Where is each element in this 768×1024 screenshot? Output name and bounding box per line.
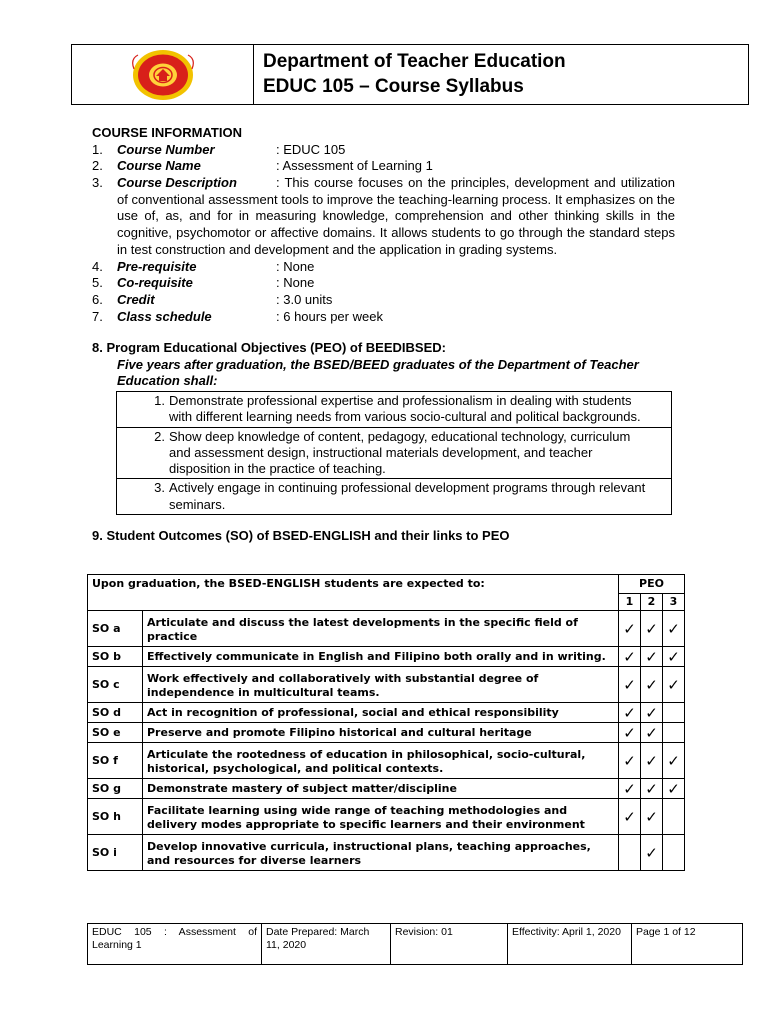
item-number: 2.: [92, 158, 103, 174]
item-value: : Assessment of Learning 1: [276, 158, 433, 174]
so-description: Articulate the rootedness of education in philosophical, socio-cultural, historical, psychological, and political contexts.: [143, 743, 619, 779]
peo-number: 3.: [154, 480, 165, 496]
prerequisite-row: [92, 259, 675, 276]
table-row: [88, 667, 685, 703]
table-row: [88, 799, 685, 835]
so-description: Develop innovative curricula, instructional plans, teaching approaches, and resources for diverse learners: [143, 835, 619, 871]
peo-section-heading: [92, 340, 675, 390]
corequisite-row: [92, 275, 675, 292]
peo-cell: [117, 479, 672, 515]
check-icon: ✓: [619, 743, 641, 779]
document-header: [71, 44, 749, 105]
table-row: [117, 427, 672, 479]
footer-page: Page 1 of 12: [632, 924, 743, 965]
footer-date-prepared: Date Prepared: March 11, 2020: [262, 924, 391, 965]
course-name-row: [92, 158, 675, 175]
so-code: SO c: [88, 667, 143, 703]
item-label: Course Description: [117, 175, 237, 191]
footer-course: EDUC 105 : Assessment of Learning 1: [88, 924, 262, 965]
check-icon: ✓: [619, 779, 641, 799]
check-icon: ✓: [641, 799, 663, 835]
peo-number-header: 1: [619, 594, 641, 611]
empty-check-cell: [663, 703, 685, 723]
item-label: Course Number: [117, 141, 215, 157]
check-icon: ✓: [663, 667, 685, 703]
so-description: Preserve and promote Filipino historical and cultural heritage: [143, 723, 619, 743]
so-code: SO e: [88, 723, 143, 743]
check-icon: ✓: [663, 779, 685, 799]
syllabus-title: EDUC 105 – Course Syllabus: [263, 76, 524, 97]
check-icon: ✓: [641, 647, 663, 667]
footer-revision: Revision: 01: [391, 924, 508, 965]
so-code: SO h: [88, 799, 143, 835]
item-value: : 6 hours per week: [276, 308, 383, 324]
peo-number: 2.: [154, 428, 165, 444]
peo-cell: [117, 427, 672, 479]
check-icon: ✓: [619, 647, 641, 667]
item-value: : None: [276, 258, 315, 274]
table-row: [88, 835, 685, 871]
check-icon: ✓: [663, 647, 685, 667]
course-information-heading: COURSE INFORMATION: [92, 125, 242, 140]
course-description-row: [92, 175, 675, 259]
so-description: Articulate and discuss the latest developments in the specific field of practice: [143, 611, 619, 647]
document-footer: [87, 923, 743, 965]
check-icon: ✓: [641, 743, 663, 779]
item-value: : None: [276, 275, 315, 291]
footer-effectivity: Effectivity: April 1, 2020: [508, 924, 632, 965]
item-number: 3.: [92, 175, 103, 191]
item-number: 4.: [92, 258, 103, 274]
check-icon: ✓: [619, 611, 641, 647]
so-heading: 9. Student Outcomes (SO) of BSED-ENGLISH and their links to PEO: [92, 528, 510, 543]
so-code: SO b: [88, 647, 143, 667]
so-description: Act in recognition of professional, social and ethical responsibility: [143, 703, 619, 723]
table-row: [117, 392, 672, 428]
credit-row: [92, 292, 675, 309]
so-table-header: Upon graduation, the BSED-ENGLISH students are expected to:: [88, 575, 619, 611]
item-label: Pre-requisite: [117, 258, 197, 274]
check-icon: ✓: [663, 743, 685, 779]
table-row: [88, 723, 685, 743]
item-label: Class schedule: [117, 308, 212, 324]
item-number: 7.: [92, 308, 103, 324]
course-information: [92, 125, 675, 325]
table-row: [88, 647, 685, 667]
peo-number-header: 2: [641, 594, 663, 611]
table-row: [88, 703, 685, 723]
peo-text: Actively engage in continuing professional development programs through relevant seminars.: [169, 480, 646, 512]
peo-column-label: PEO: [619, 575, 685, 594]
item-number: 1.: [92, 141, 103, 157]
department-title: Department of Teacher Education: [263, 51, 566, 72]
item-number: 6.: [92, 291, 103, 307]
check-icon: ✓: [619, 667, 641, 703]
check-icon: ✓: [641, 667, 663, 703]
so-description: Effectively communicate in English and Filipino both orally and in writing.: [143, 647, 619, 667]
so-code: SO i: [88, 835, 143, 871]
table-header-row: [88, 575, 685, 594]
class-schedule-row: [92, 309, 675, 326]
course-description-text: : This course focuses on the principles, development and utilization of conventional assessment tools to improve the teaching-learning process. It emphasizes on the use of, as, and for in measuring knowledge, comprehension and other thinking skills in the cognitive, psychomotor or affective domains. It allows students to go through the standard steps in test construction and development and the application in grading systems.: [117, 175, 675, 257]
so-code: SO g: [88, 779, 143, 799]
so-table: [87, 574, 685, 871]
table-row: [88, 611, 685, 647]
item-value: : EDUC 105: [276, 141, 346, 157]
so-table-body: [88, 611, 685, 871]
peo-text: Demonstrate professional expertise and professionalism in dealing with students with different learning needs from various socio-cultural and political backgrounds.: [169, 393, 641, 425]
so-code: SO a: [88, 611, 143, 647]
check-icon: ✓: [641, 835, 663, 871]
table-row: [88, 779, 685, 799]
item-number: 5.: [92, 275, 103, 291]
so-description: Work effectively and collaboratively with substantial degree of independence in multicultural teams.: [143, 667, 619, 703]
empty-check-cell: [619, 835, 641, 871]
empty-check-cell: [663, 835, 685, 871]
check-icon: ✓: [663, 611, 685, 647]
so-description: Facilitate learning using wide range of teaching methodologies and delivery modes appropriate to specific learners and their environment: [143, 799, 619, 835]
table-row: [117, 479, 672, 515]
empty-check-cell: [663, 723, 685, 743]
peo-subheading: Five years after graduation, the BSED/BEED graduates of the Department of Teacher Education shall:: [117, 356, 639, 389]
check-icon: ✓: [619, 703, 641, 723]
peo-number-header: 3: [663, 594, 685, 611]
item-label: Credit: [117, 291, 155, 307]
peo-number: 1.: [154, 393, 165, 408]
item-label: Co-requisite: [117, 275, 193, 291]
peo-text: Show deep knowledge of content, pedagogy, educational technology, curriculum and assessment design, instructional materials development, and teacher disposition in the practice of teaching.: [169, 428, 631, 477]
peo-heading: 8. Program Educational Objectives (PEO) of BEEDIBSED:: [92, 340, 446, 355]
so-code: SO f: [88, 743, 143, 779]
table-row: [88, 924, 743, 965]
check-icon: ✓: [619, 723, 641, 743]
header-titles: [263, 45, 566, 99]
check-icon: ✓: [641, 723, 663, 743]
peo-table: [116, 391, 672, 515]
item-label: Course Name: [117, 158, 201, 174]
logo-cell: [72, 45, 254, 104]
college-seal-icon: [132, 49, 194, 101]
check-icon: ✓: [619, 799, 641, 835]
empty-check-cell: [663, 799, 685, 835]
table-row: [88, 743, 685, 779]
peo-cell: [117, 392, 672, 428]
course-number-row: [92, 142, 675, 159]
so-description: Demonstrate mastery of subject matter/discipline: [143, 779, 619, 799]
item-value: : 3.0 units: [276, 291, 333, 307]
so-code: SO d: [88, 703, 143, 723]
check-icon: ✓: [641, 779, 663, 799]
check-icon: ✓: [641, 703, 663, 723]
check-icon: ✓: [641, 611, 663, 647]
